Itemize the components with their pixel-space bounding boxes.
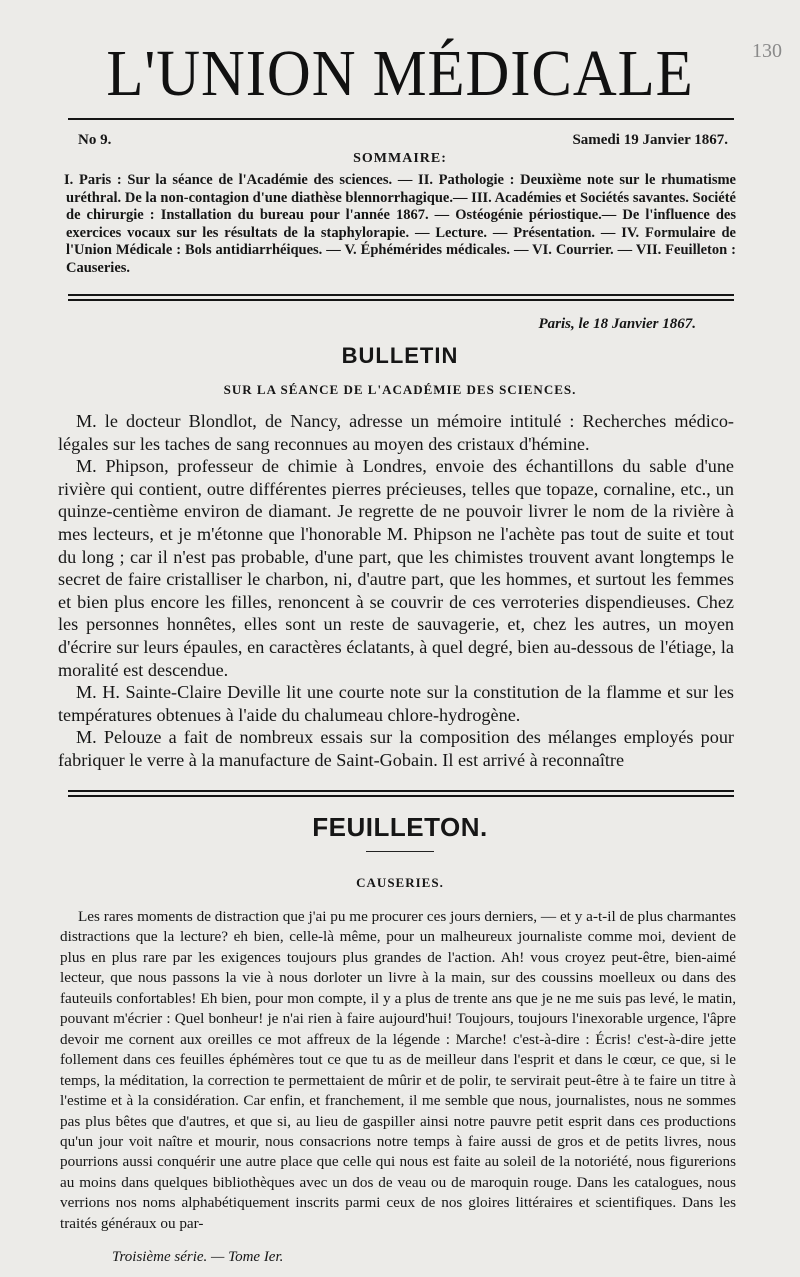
- footer-series: Troisième série. — Tome Ier.: [112, 1249, 284, 1265]
- bulletin-paragraph: M. H. Sainte-Claire Deville lit une courte note sur la constitution de la flamme et sur les températures obtenues à l'aide du chalumeau chlore-hydrogène.: [58, 682, 734, 725]
- sommaire-paragraph: I. Paris : Sur la séance de l'Académie des sciences. — II. Pathologie : Deuxième note sur le rhumatisme uréthral. De la non-contagion d'une diathèse blennorrhagique.— III. Académies et Sociétés savantes. Société de chirurgie : Installation du bureau pour l'année 1867. — Ostéogénie périostique.— De l'influence des exercices vocaux sur les résultats de la staphylorapie. — Lecture. — Présentation. — IV. Formulaire de l'Union Médicale : Bols antidiarrhéiques. — V. Éphémérides médicales. — VI. Courrier. — VII. Feuilleton : Causeries.: [64, 172, 736, 276]
- issue-date: Samedi 19 Janvier 1867.: [572, 132, 728, 148]
- masthead-title: L'UNION MÉDICALE: [106, 37, 694, 110]
- page-number: 130: [752, 40, 782, 62]
- feuilleton-divider: [68, 790, 734, 797]
- causeries-subtitle: CAUSERIES.: [356, 875, 444, 890]
- feuilleton-paragraph: Les rares moments de distraction que j'ai pu me procurer ces jours derniers, — et y a-t-il de plus charmantes distractions que la lecture? eh bien, celle-là même, pour un malheureux journaliste comme moi, devient de plus en plus rare par les exigences toujours plus grandes de l'action. Ah! vous croyez peut-être, bien-aimé lecteur, que nous passons la vie à nous dorloter un livre à la main, sur des coussins moelleux ou dans des fauteuils confortables! Eh bien, pour mon compte, il y a plus de trente ans que je ne me suis pas levé, le matin, pouvant m'écrier : Quel bonheur! je n'ai rien à faire aujourd'hui! Toujours, toujours l'inexorable urgence, l'âpre devoir me cornent aux oreilles ce mot affreux de la légende : Marche! c'est-à-dire : Écris! c'est-à-dire jette follement dans ces feuilles éphémères tout ce que tu as de meilleur dans l'esprit et dans le cœur, ce que, si le temps, la méditation, la correction te permettaient de mûrir et de polir, te servirait peut-être à te faire un titre à l'estime et à la considération. Car enfin, et franchement, il me semble que nous, journalistes, nous ne sommes pas plus bêtes que d'autres, et que si, au lieu de gaspiller ainsi notre pauvre petit esprit dans ces productions qu'un jour voit naître et mourir, nous consacrions notre temps à faire aussi de gros et de petits livres, nous pourrions aussi conquérir une autre place que celle qui nous est faite au soleil de la notoriété, nous figurerions au moins dans quelques bibliothèques avec un dos de veau ou de maroquin rouge. Dans les catalogues, nous verrions nos noms alphabétiquement inscrits parmi ceux de nos gloires littéraires et scientifiques. Dans les traités généraux ou par-: [60, 908, 736, 1232]
- dateline: Paris, le 18 Janvier 1867.: [538, 316, 696, 332]
- bulletin-paragraph: M. Phipson, professeur de chimie à Londres, envoie des échantillons du sable d'une rivière qui contient, outre différentes pierres précieuses, telles que topaze, cornaline, etc., un quinze-centième environ de diamant. Je regrette de ne pouvoir livrer le nom de la rivière à mes lecteurs, et je m'étonne que l'honorable M. Phipson ne l'achète pas tout de suite et tout du long ; car il n'est pas probable, d'une part, que les chimistes trouvent avant longtemps le secret de faire cristalliser le charbon, ni, d'autre part, que les hommes, et surtout les femmes et bien plus encore les filles, renoncent à se couvrir de ces verroteries dispendieuses. Chez les personnes honnêtes, elles sont un reste de sauvagerie, et, chez les autres, un moyen d'écrire sur leurs épaules, en caractères éclatants, à quel degré, bien au-dessous de l'étiage, la moralité est descendue.: [58, 456, 734, 680]
- feuilleton-short-rule: [366, 851, 434, 852]
- sommaire-title: SOMMAIRE:: [353, 151, 447, 166]
- bulletin-subtitle: SUR LA SÉANCE DE L'ACADÉMIE DES SCIENCES.: [223, 382, 577, 397]
- sommaire-text: [66, 172, 736, 278]
- bulletin-paragraph: M. le docteur Blondlot, de Nancy, adresse un mémoire intitulé : Recherches médico-légales sur les taches de sang reconnues au moyen des cristaux d'hémine.: [58, 411, 734, 454]
- bulletin-body: [58, 410, 734, 772]
- feuilleton-title: FEUILLETON.: [312, 812, 488, 842]
- bulletin-paragraph: M. Pelouze a fait de nombreux essais sur la composition des mélanges employés pour fabriquer le verre à la manufacture de Saint-Gobain. Il est arrivé à reconnaître: [58, 727, 734, 770]
- issue-number: No 9.: [78, 132, 112, 148]
- bulletin-title: BULLETIN: [341, 343, 459, 368]
- masthead-rule: [68, 118, 734, 120]
- feuilleton-body: [60, 907, 736, 1234]
- section-divider: [68, 294, 734, 301]
